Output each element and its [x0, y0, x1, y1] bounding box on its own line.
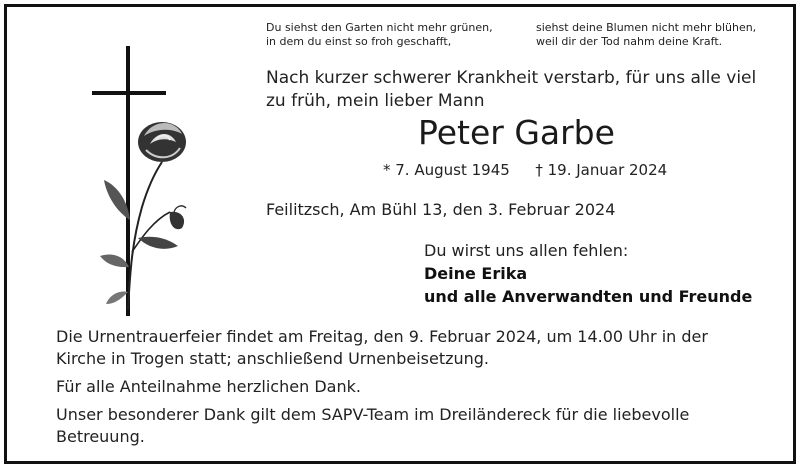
- intro-text: [266, 67, 756, 113]
- mourner-line: und alle Anverwandten und Freunde: [424, 287, 753, 306]
- intro-line: Nach kurzer schwerer Krankheit verstarb, für uns alle viel: [266, 68, 757, 88]
- notice-line: Unser besonderer Dank gilt dem SAPV-Team im Dreiländereck für die liebevolle: [56, 405, 690, 424]
- life-dates: [383, 160, 667, 180]
- poem-left: [266, 21, 493, 49]
- deceased-name: Peter Garbe: [418, 113, 615, 152]
- place-date: Feilitzsch, Am Bühl 13, den 3. Februar 2024: [266, 200, 616, 219]
- poem-line: weil dir der Tod nahm deine Kraft.: [536, 35, 723, 48]
- poem-line: in dem du einst so froh geschafft,: [266, 35, 452, 48]
- notice-line: Die Urnentrauerfeier findet am Freitag, den 9. Februar 2024, um 14.00 Uhr in der: [56, 327, 708, 346]
- poem-right: [536, 21, 756, 49]
- special-thanks-notice: [56, 404, 708, 448]
- notice-line: Betreuung.: [56, 427, 145, 446]
- notice-line: Für alle Anteilnahme herzlichen Dank.: [56, 377, 361, 396]
- thanks-notice: [56, 376, 708, 398]
- notice-line: Kirche in Trogen statt; anschließend Urnenbeisetzung.: [56, 349, 490, 368]
- birth-date: * 7. August 1945: [383, 161, 510, 179]
- poem-line: siehst deine Blumen nicht mehr blühen,: [536, 21, 757, 34]
- cross-with-rose-icon: [70, 42, 210, 322]
- farewell-block: [424, 239, 752, 308]
- mourner-line: Deine Erika: [424, 264, 528, 283]
- notice-block: [56, 326, 708, 448]
- farewell-line: Du wirst uns allen fehlen:: [424, 241, 629, 260]
- funeral-notice: [56, 326, 708, 370]
- death-date: † 19. Januar 2024: [535, 161, 668, 179]
- intro-line: zu früh, mein lieber Mann: [266, 91, 485, 111]
- poem-line: Du siehst den Garten nicht mehr grünen,: [266, 21, 493, 34]
